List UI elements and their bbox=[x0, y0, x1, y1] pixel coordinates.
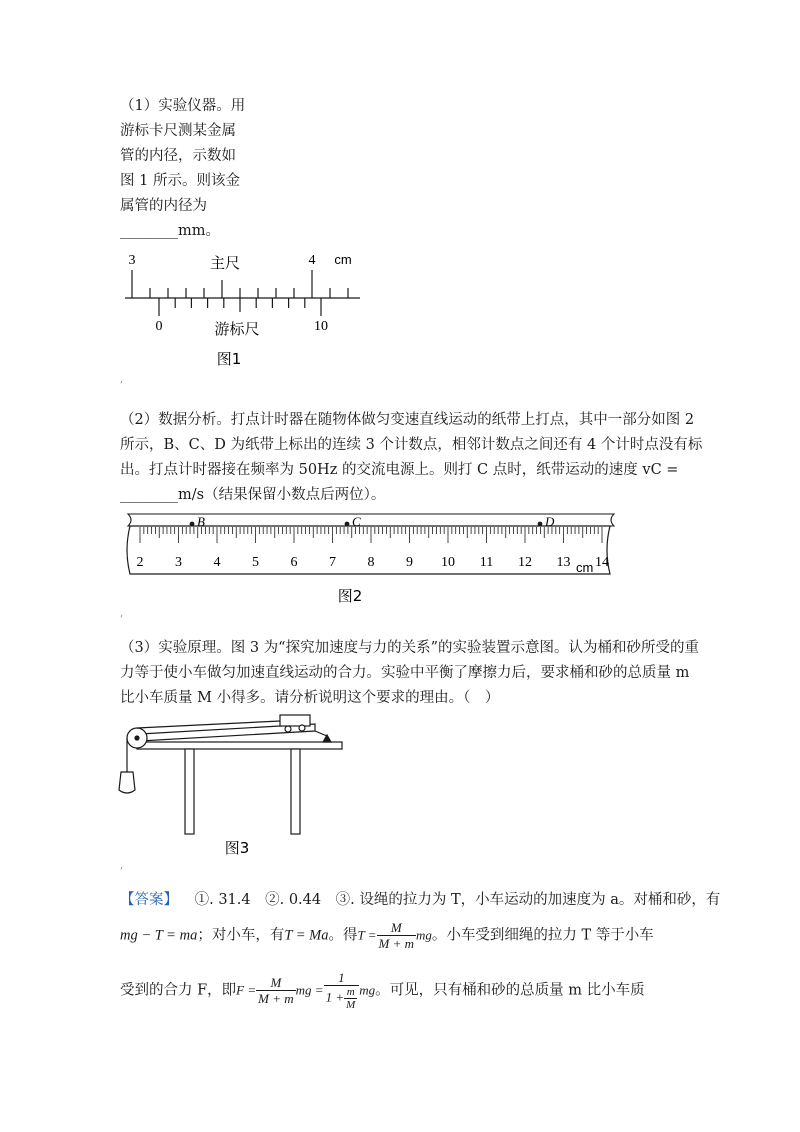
point-d-label: D bbox=[545, 514, 555, 529]
figure-3-caption: 图3 bbox=[224, 839, 250, 857]
q3-line-2: 力等于使小车做匀加速直线运动的合力。实验中平衡了摩擦力后，要求桶和砂的总质量 m bbox=[120, 665, 690, 681]
point-b-label: B bbox=[197, 514, 205, 529]
q1-line-2: 游标卡尺测某金属 bbox=[120, 123, 236, 139]
tape-tick-label: 2 bbox=[136, 555, 144, 570]
equation-3-tail: mg bbox=[416, 927, 432, 943]
q2-line-1: （2）数据分析。打点计时器在随物体做匀变速直线运动的纸带上打点，其中一部分如图 2 bbox=[120, 412, 695, 428]
q1-answer-blank: ________mm。 bbox=[120, 223, 220, 239]
q1-line-4: 图 1 所示。则该金 bbox=[120, 173, 240, 189]
tape-tick-label: 13 bbox=[556, 555, 571, 570]
q2-line-4: ________m/s（结果保留小数点后两位）。 bbox=[120, 487, 386, 503]
answer-line-3 bbox=[120, 970, 645, 1011]
equation-4-tail: mg bbox=[359, 982, 376, 998]
paragraph-mark: , bbox=[120, 860, 124, 871]
cart-pulley-apparatus-figure bbox=[115, 712, 355, 862]
equation-4-fraction-2: 1 1 + $\frac{m}{M}$ bbox=[324, 970, 360, 1011]
equation-4-fraction-1: $\frac{M}{M + m}$ bbox=[258, 975, 294, 1006]
tape-tick-label: 3 bbox=[175, 555, 182, 570]
tape-unit-label: cm bbox=[576, 560, 594, 575]
unit-label: cm bbox=[334, 252, 352, 267]
tape-tick-label: 4 bbox=[213, 555, 221, 570]
figure-2-caption: 图2 bbox=[337, 587, 363, 605]
q3-line-3: 比小车质量 M 小得多。请分析说明这个要求的理由。（ ） bbox=[120, 690, 500, 706]
vernier-scale-label: 游标尺 bbox=[214, 320, 260, 338]
q3-line-1: （3）实验原理。图 3 为“探究加速度与力的关系”的实验装置示意图。认为桶和砂所受的重 bbox=[120, 640, 699, 656]
point-c-label: C bbox=[352, 514, 361, 529]
equation-4-lhs: F = bbox=[236, 982, 257, 998]
q1-line-5: 属管的内径为 bbox=[120, 198, 207, 214]
answer-text-2: ；对小车，有 bbox=[197, 927, 285, 944]
tape-tick-label: 10 bbox=[441, 555, 455, 570]
equation-2: T = Ma bbox=[284, 927, 329, 944]
answer-tag: 【答案】 bbox=[120, 892, 178, 908]
tape-tick-label: 7 bbox=[329, 555, 336, 570]
equation-1: mg − T = ma bbox=[120, 927, 198, 944]
answer-line-1 bbox=[120, 890, 720, 910]
vernier-tick-10: 10 bbox=[314, 319, 328, 334]
answer-text-4: 。小车受到细绳的拉力 T 等于小车 bbox=[431, 927, 654, 944]
q2-line-3: 出。打点计时器接在频率为 50Hz 的交流电源上。则打 C 点时，纸带运动的速度 vC = bbox=[120, 462, 679, 478]
paragraph-mark: , bbox=[120, 608, 124, 619]
answer-line-2 bbox=[120, 920, 654, 951]
tape-tick-label: 12 bbox=[518, 555, 532, 570]
point-d-dot bbox=[538, 522, 543, 527]
equation-3-lhs: T = bbox=[357, 927, 377, 943]
answer-text-3: 。得 bbox=[328, 927, 358, 944]
main-tick-4: 4 bbox=[308, 253, 316, 268]
q1-line-3: 管的内径，示数如 bbox=[120, 148, 236, 164]
q2-line-2: 所示，B、C、D 为纸带上标出的连续 3 个计数点，相邻计数点之间还有 4 个计时点没有标 bbox=[120, 437, 703, 453]
tape-tick-label: 5 bbox=[252, 555, 259, 570]
tape-tick-label: 14 bbox=[595, 555, 609, 570]
paragraph-mark: , bbox=[120, 374, 124, 385]
tape-tick-label: 6 bbox=[290, 555, 298, 570]
tape-tick-label: 8 bbox=[367, 555, 375, 570]
equation-4-mid: mg = bbox=[295, 982, 324, 998]
vernier-caliper-figure bbox=[115, 248, 375, 373]
main-scale-label: 主尺 bbox=[209, 254, 241, 272]
main-tick-3: 3 bbox=[128, 253, 136, 268]
equation-3-fraction: $\frac{M}{M + m}$ bbox=[378, 920, 415, 951]
answer-text-1: ①. 31.4 ②. 0.44 ③. 设绳的拉力为 T，小车运动的加速度为 a。对桶和砂，有 bbox=[194, 892, 721, 908]
answer-text-5: 受到的合力 F，即 bbox=[120, 982, 237, 999]
paper-tape-figure bbox=[120, 508, 620, 608]
q1-line-1: （1）实验仪器。用 bbox=[120, 98, 246, 114]
point-c-dot bbox=[345, 522, 350, 527]
figure-1-caption: 图1 bbox=[216, 350, 242, 368]
point-b-dot bbox=[190, 522, 195, 527]
vernier-tick-0: 0 bbox=[155, 319, 163, 334]
tape-tick-label: 11 bbox=[479, 555, 494, 570]
tape-tick-label: 9 bbox=[406, 555, 413, 570]
answer-text-6: 。可见，只有桶和砂的总质量 m 比小车质 bbox=[375, 982, 645, 999]
